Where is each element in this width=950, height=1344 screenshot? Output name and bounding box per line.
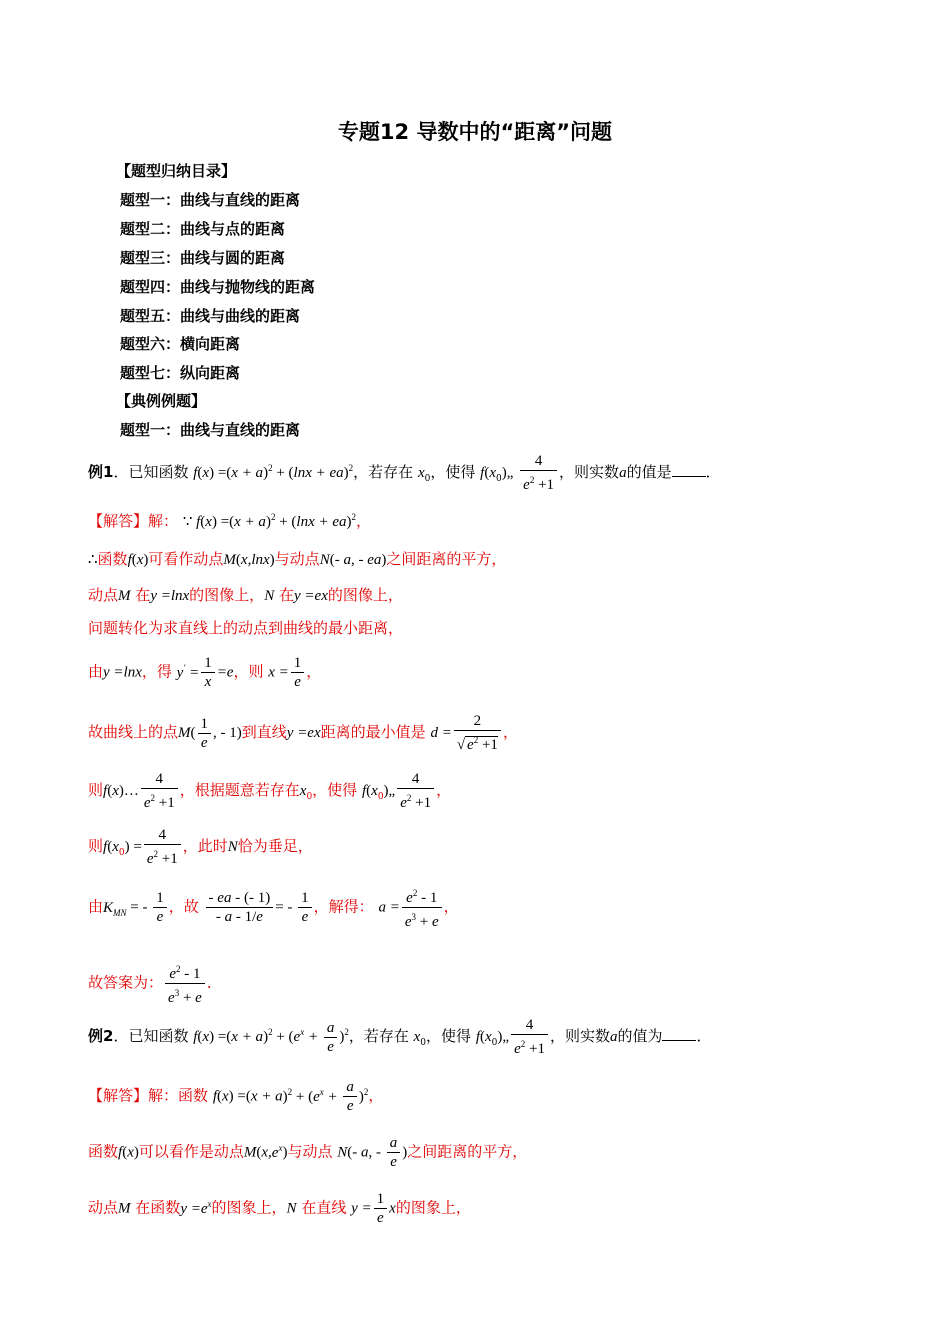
page-title: 专题12 导数中的“距离”问题	[337, 120, 613, 144]
solution-1-line-4: 问题转化为求直线上的动点到曲线的最小距离，	[88, 619, 404, 637]
example-1: 例1．已知函数 $f(x) =(x + a)^2 + (\ln x + ea)^2$，若存在 $x_0$，使得 $f(x_0)„$ $\frac{4}{e^2 +1}$ ，则实数a的值是 ．	[88, 453, 721, 493]
section-heading: 题型一：曲线与直线的距离	[120, 421, 301, 439]
solution-1-answer: 故答案为： $\frac{e^2 - 1}{e^3 + e}$ ．	[88, 960, 222, 1007]
solution-2-line-1: 【解答】解：函数 $f(x) =(x + a)^2 + (e^x$ + $\frac{a}{e}$ )$^2$，	[88, 1079, 384, 1114]
solution-1-line-8: 则$f(x_0)$ = $\frac{4}{e^2 +1}$ ，此时N恰为垂足，	[88, 827, 313, 867]
toc-item: 题型一：曲线与直线的距离	[120, 191, 301, 209]
solution-1-line-3: 动点M 在y =lnx的图像上，N 在y =ex的图像上，	[88, 586, 403, 604]
toc-item: 题型七：纵向距离	[120, 364, 241, 382]
toc-header: 【题型归纳目录】	[116, 162, 237, 180]
solution-1-line-7: 则f(x)… $\frac{4}{e^2 +1}$ ，根据题意若存在$x_0$，使得 $f(x_0)„$ $\frac{4}{e^2 +1}$ ，	[88, 771, 452, 811]
toc-item: 题型六：横向距离	[120, 335, 241, 353]
toc-item: 题型三：曲线与圆的距离	[120, 249, 286, 267]
toc-item: 题型二：曲线与点的距离	[120, 220, 286, 238]
solution-1-line-6: 故曲线上的点M( $\frac{1}{e}$ , - 1)到直线y =ex距离的最小值是 d = $\frac{2}{√ e^2 +1}$ ，	[88, 713, 518, 753]
example-2: 例2．已知函数 $f(x) =(x + a)^2 + (e^x$ + $\frac{a}{e}$ )$^2$，若存在 $x_0$，使得 $f(x_0)„$ $\frac{4}{e^2 +1}$ ，则实数a的值为 ．	[88, 1017, 712, 1057]
solution-2-line-3: 动点M 在函数$y =e^x$的图象上，N 在直线 y = $\frac{1}{e}$ x的图象上，	[88, 1191, 471, 1226]
solution-1-line-2: ∴函数f(x)可看作动点M(x,lnx)与动点N(- a, - ea)之间距离的平方，	[88, 550, 507, 568]
examples-header: 【典例例题】	[116, 392, 207, 410]
solution-1-line-1: 【解答】解： ∵ $f(x) =(x + a)^2 + (\ln x + ea)^2$，	[88, 512, 372, 530]
solution-1-line-9: 由$K_{MN}$ = - $\frac{1}{e}$ ，故 $\frac{- ea - (- 1)}{- a - 1/e}$ = - $\frac{1}{e}$ ，解得： a = $\frac{e^2 - 1}{e^3 + e}$ ，	[88, 884, 459, 931]
solution-1-line-5: 由y =lnx，得 y′ = $\frac{1}{x}$ =e，则 x = $\frac{1}{e}$ ，	[88, 655, 322, 690]
solution-2-line-2: 函数f(x)可以看作是动点$M(x,e^x)$与动点 N(- a, - $\frac{a}{e}$ )之间距离的平方，	[88, 1135, 528, 1170]
toc-item: 题型四：曲线与抛物线的距离	[120, 278, 316, 296]
toc-item: 题型五：曲线与曲线的距离	[120, 307, 301, 325]
